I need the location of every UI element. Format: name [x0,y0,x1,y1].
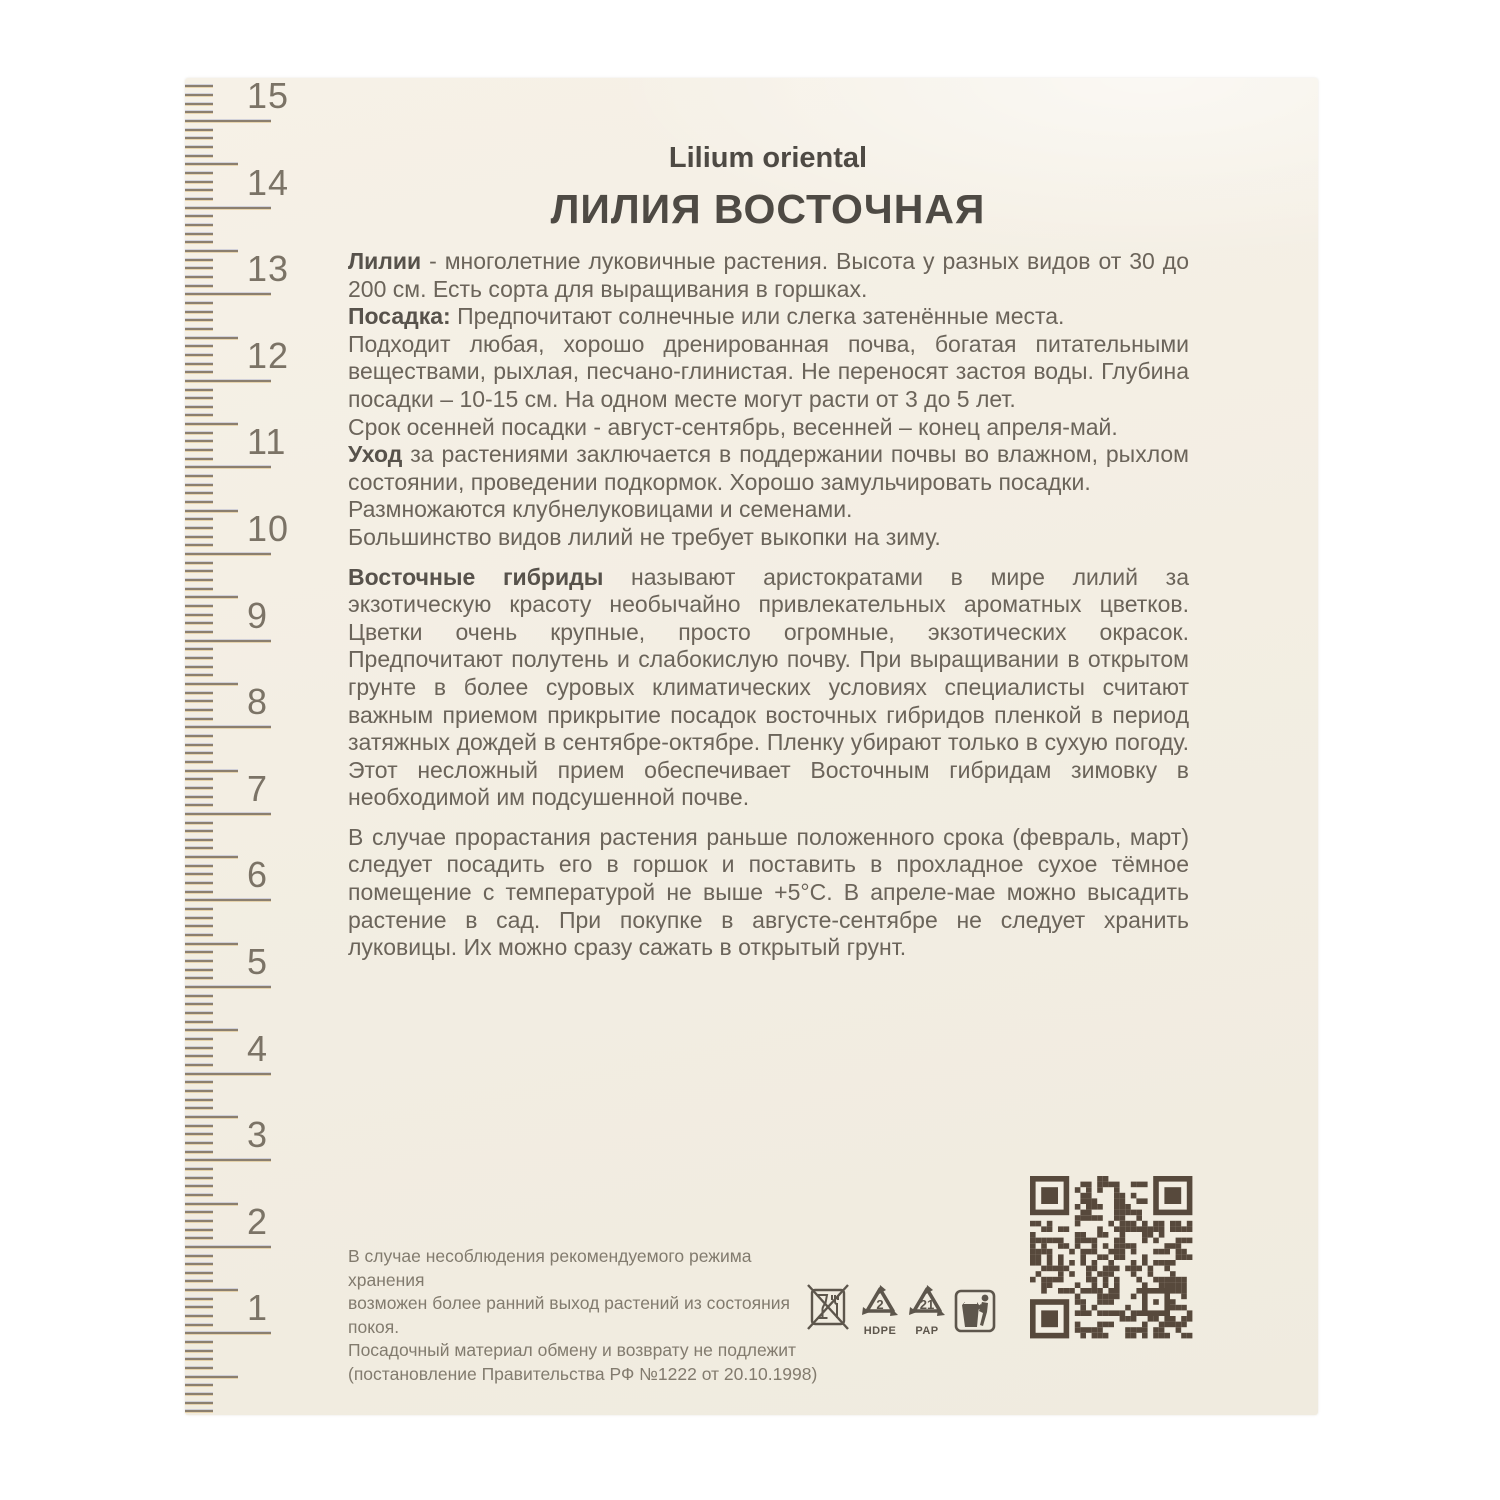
paragraph: Восточные гибриды называют аристократами в мире лилий за экзотическую красоту необычайно привлекательных ароматных цветков. Цветки очень крупные, просто огромные, экзотических окрасок. Предпочитают полутень и слабокислую почву. При выращивании в открытом грунте в более суровых климатических условиях специалисты считают важным приемом прикрытие посадок восточных гибридов пленкой в период затяжных дождей в сентябре-октябре. Пленку убирают только в сухую погоду. Этот несложный прием обеспечивает Восточным гибридам зимовку в необходимой им подсушенной почве. [348,563,1190,811]
ruler-tick [185,1081,213,1083]
legal-line: возможен более ранний выход растений из состояния покоя. [348,1293,791,1337]
no-food-contact-icon [805,1281,851,1333]
ruler-tick [185,553,271,555]
qr-code [1030,1176,1194,1340]
ruler-tick [185,1237,213,1239]
ruler-tick [185,146,213,148]
ruler-tick [185,276,213,278]
ruler-tick [185,111,213,113]
ruler-tick [185,579,213,581]
ruler-tick [185,1133,213,1135]
paragraph: Большинство видов лилий не требует выкопки на зиму. [348,523,941,550]
ruler-tick [185,319,213,321]
ruler-tick [185,103,213,105]
ruler-tick [185,1289,238,1291]
ruler-number: 13 [247,248,290,290]
ruler-tick [185,614,213,616]
ruler-tick [185,1003,213,1005]
ruler-tick [185,908,213,910]
ruler-tick [185,1107,213,1109]
ruler-tick [185,640,271,642]
ruler-tick [185,475,213,477]
ruler-tick [185,873,213,875]
ruler-tick [185,449,213,451]
ruler-tick [185,1012,213,1014]
ruler-tick [185,891,213,893]
ruler-number: 2 [247,1200,269,1242]
ruler-tick [185,943,238,945]
ruler-tick [185,241,213,243]
ruler-tick [185,1358,213,1360]
paragraph: Срок осенней посадки - август-сентябрь, весенней – конец апреля-май. [348,413,1118,440]
ruler-tick [185,285,213,287]
ruler-tick [185,1168,213,1170]
ruler-tick [185,371,213,373]
ruler-tick [185,1306,213,1308]
recycling-material-label: PAP [915,1325,939,1337]
ruler-number: 10 [247,508,290,549]
ruler-number: 11 [247,421,287,463]
ruler-tick [185,735,213,737]
ruler-tick [185,1367,213,1369]
ruler-tick [185,397,213,399]
ruler-tick [185,1194,213,1196]
ruler-tick [185,181,213,183]
ruler-number: 3 [247,1114,269,1156]
ruler-tick [185,354,213,356]
ruler-tick [185,960,213,962]
ruler-tick [185,605,213,607]
ruler-tick [185,432,213,434]
ruler-tick [185,813,271,815]
ruler-tick [185,934,213,936]
ruler-tick [185,804,213,806]
ruler-tick [185,1229,213,1231]
ruler-tick [185,752,213,754]
ruler-number: 6 [247,854,269,896]
ruler-tick [185,977,213,979]
ruler-tick [185,293,271,295]
ruler-tick [185,311,213,313]
recycling-code: 21 [919,1297,935,1312]
ruler-tick [185,692,213,694]
paragraph-lead: Уход [348,441,403,468]
recycling-pap-icon [907,1285,947,1335]
ruler-tick [185,518,213,520]
ruler-tick [185,1159,271,1161]
ruler-tick [185,414,213,416]
ruler-tick [185,865,213,867]
ruler-tick [185,224,213,226]
ruler-tick [185,406,213,408]
ruler-tick [185,1177,213,1179]
ruler-tick [185,302,213,304]
ruler-tick [185,1203,238,1205]
ruler-tick [185,380,271,382]
recycling-hdpe-icon [860,1285,900,1335]
ruler-tick [185,744,213,746]
ruler-tick [185,1142,213,1144]
ruler-tick [185,120,271,122]
ruler-tick [185,423,238,425]
ruler-tick [185,1255,213,1257]
paragraph: Подходит любая, хорошо дренированная почва, богатая питательными веществами, рыхлая, песчано-глинистая. Не переносят застоя воды. Глубина посадки – 10-15 см. На одном месте могут расти от 3 до 5 лет. [348,330,1189,412]
ruler-tick [185,172,213,174]
ruler-tick [185,466,271,468]
ruler-tick [185,778,213,780]
ruler-tick [185,1125,213,1127]
paragraph-lead: Восточные гибриды [348,563,604,590]
ruler-tick [185,899,271,901]
ruler-tick [185,94,213,96]
ruler-tick [185,596,238,598]
ruler-tick [185,969,213,971]
ruler-tick [185,726,271,728]
ruler-tick [185,527,213,529]
ruler-tick [185,1350,213,1352]
ruler-tick [185,856,238,858]
ruler-tick [185,709,213,711]
ruler-tick [185,1263,213,1265]
ruler-tick [185,796,213,798]
ruler-tick [185,1220,213,1222]
ruler-number: 15 [247,75,290,116]
ruler-tick [185,1038,213,1040]
ruler-tick [185,215,213,217]
ruler-tick [185,1384,213,1386]
ruler-tick [185,1341,213,1343]
ruler-tick [185,155,213,157]
ruler-tick [185,830,213,832]
seed-packet-back [185,75,1318,1415]
ruler-tick [185,787,213,789]
ruler-tick [185,770,238,772]
ruler-tick [185,1315,213,1317]
ruler-number: 14 [247,161,290,203]
ruler-tick [185,1376,238,1378]
ruler-tick [185,233,213,235]
ruler-tick [185,588,213,590]
paragraph: Посадка: Предпочитают солнечные или слегка затенённые места. [348,303,1065,330]
ruler-tick [185,85,213,87]
ruler-tick [185,1047,213,1049]
ruler-tick [185,1073,271,1075]
ruler-number: 12 [247,334,290,376]
paragraph-lead: Лилии [348,248,422,274]
ruler-tick [185,951,213,953]
ruler-tick [185,536,213,538]
ruler-tick [185,1280,213,1282]
ruler-tick [185,631,213,633]
ruler-number: 4 [247,1027,269,1069]
page-title: ЛИЛИЯ ВОСТОЧНАЯ [550,186,986,232]
paragraph: Размножаются клубнелуковицами и семенами. [348,496,853,523]
description-text [348,248,1189,962]
ruler-tick [185,822,213,824]
ruler-tick [185,657,213,659]
ruler-tick [185,1116,238,1118]
ruler-tick [185,458,213,460]
ruler-tick [185,510,238,512]
ruler-tick [185,1064,213,1066]
ruler-tick [185,683,238,685]
ruler-tick [185,207,271,209]
ruler-tick [185,847,213,849]
recycling-material-label: HDPE [863,1325,897,1337]
ruler-tick [185,1332,271,1334]
ruler-tick [185,501,213,503]
ruler-tick [185,1029,238,1031]
ruler-tick [185,137,213,139]
ruler-tick [185,363,213,365]
ruler-tick [185,674,213,676]
recycling-code: 2 [876,1297,884,1312]
ruler-tick [185,882,213,884]
ruler-tick [185,648,213,650]
ruler-number: 5 [247,941,269,982]
ruler-tick [185,925,213,927]
legal-notice [348,1245,818,1386]
ruler-tick [185,1055,213,1057]
ruler-tick [185,198,213,200]
ruler-tick [185,163,238,165]
ruler-number: 1 [247,1287,269,1329]
ruler-tick [185,666,213,668]
legal-line: Посадочный материал обмену и возврату не подлежит [348,1340,797,1360]
ruler-tick [185,389,213,391]
ruler-tick [185,267,213,269]
ruler-tick [185,1090,213,1092]
ruler-tick [185,345,213,347]
ruler-tick [185,761,213,763]
ruler-tick [185,189,213,191]
ruler-tick [185,1211,213,1213]
ruler-tick [185,995,213,997]
ruler-tick [185,1246,271,1248]
ruler-tick [185,570,213,572]
ruler-tick [185,1185,213,1187]
ruler-tick [185,440,213,442]
ruler-tick [185,337,238,339]
ruler-tick [185,492,213,494]
paragraph: Уход за растениями заключается в поддержании почвы во влажном, рыхлом состоянии, проведении подкормок. Хорошо замульчировать посадки. [348,441,1189,495]
legal-line: (постановление Правительства РФ №1222 от 20.10.1998) [348,1363,818,1384]
ruler-tick [185,1151,213,1153]
ruler-tick [185,1021,213,1023]
ruler-tick [185,1099,213,1101]
ruler-tick [185,917,213,919]
ruler-tick [185,250,238,252]
ruler-tick [185,700,213,702]
paragraph: Лилии - многолетние луковичные растения. Высота у разных видов от 30 до 200 см. Есть сорта для выращивания в горшках. [348,248,1189,302]
ruler-tick [185,562,213,564]
ruler-tick [185,484,213,486]
ruler-number: 7 [247,767,269,809]
latin-plant-name: Lilium oriental [668,142,868,174]
paragraph-lead: Посадка: [348,303,451,330]
ruler-tick [185,1272,213,1274]
ruler-tick [185,544,213,546]
ruler-tick [185,1393,213,1395]
ruler-tick [185,259,213,261]
paragraph: В случае прорастания растения раньше положенного срока (февраль, март) следует посадить его в горшок и поставить в прохладное сухое тёмное помещение с температурой не выше +5°С. В апреле-мае можно высадить растение в сад. При покупке в августе-сентябре не следует хранить луковицы. Их можно сразу сажать в открытый грунт. [348,823,1189,961]
ruler-tick [185,328,213,330]
ruler-tick [185,1324,213,1326]
ruler-tick [185,1410,213,1412]
ruler-tick [185,1402,213,1404]
legal-line: В случае несоблюдения рекомендуемого режима хранения [348,1246,752,1290]
ruler-tick [185,622,213,624]
ruler-tick [185,129,213,131]
ruler-tick [185,1298,213,1300]
tidy-man-icon [954,1289,996,1333]
ruler-tick [185,986,271,988]
ruler-number: 9 [247,594,269,636]
ruler-tick [185,839,213,841]
ruler-number: 8 [247,681,269,723]
ruler-tick [185,718,213,720]
